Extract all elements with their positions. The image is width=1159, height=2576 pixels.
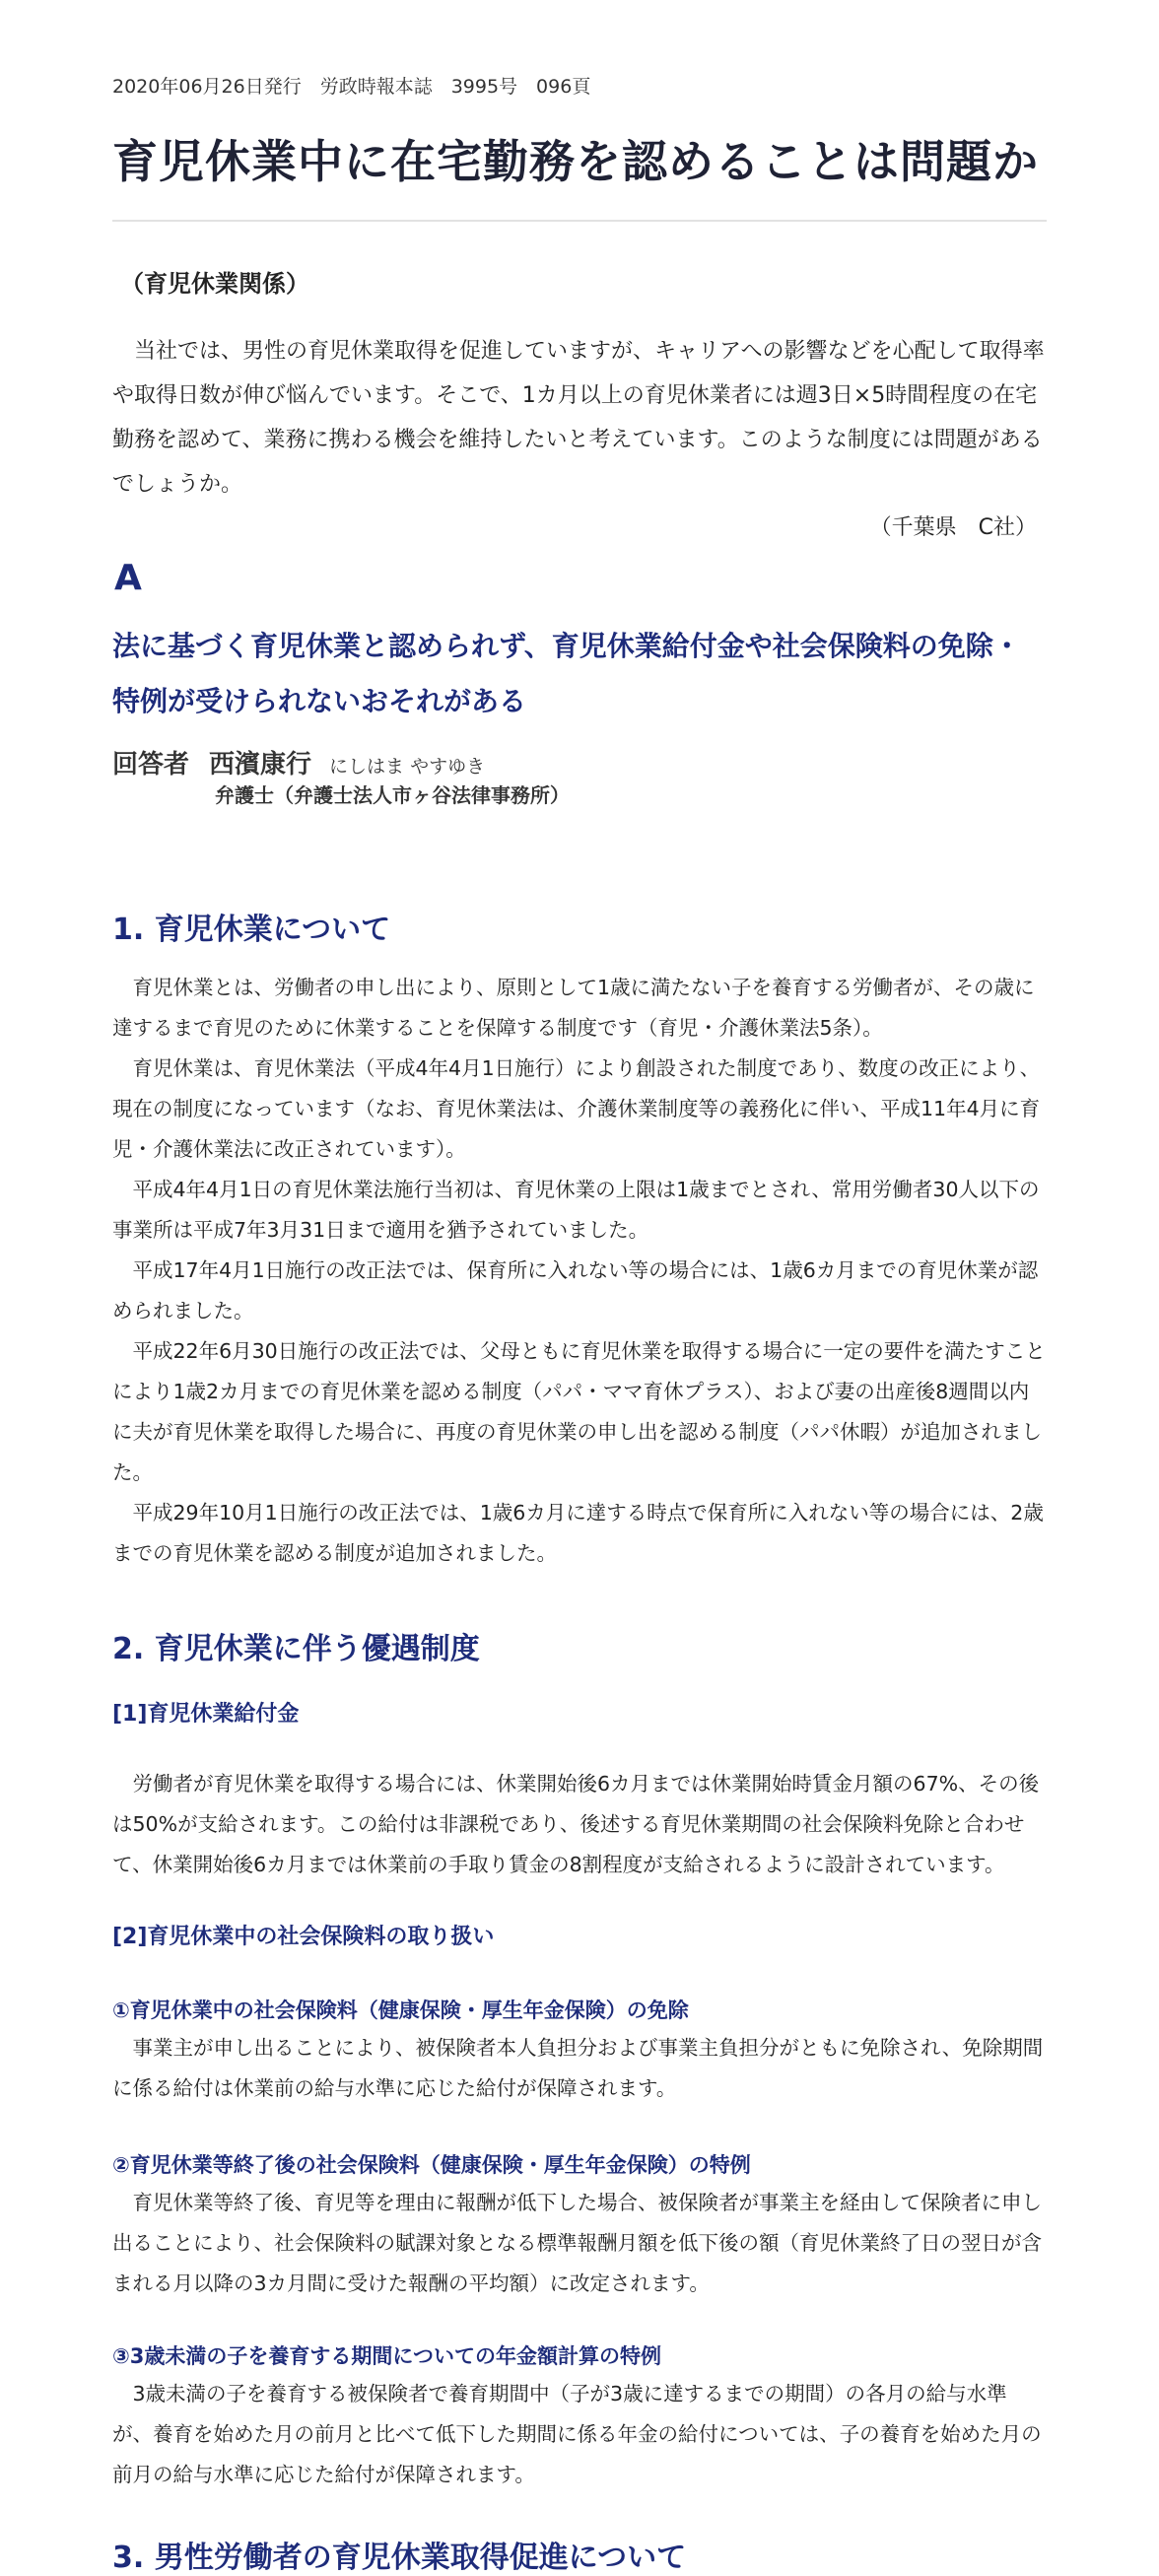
title-divider [112,220,1047,222]
respondent-affiliation: 弁護士（弁護士法人市ヶ谷法律事務所） [215,783,570,807]
section-1-paragraph: 平成22年6月30日施行の改正法では、父母ともに育児休業を取得する場合に一定の要件を満たすことにより1歳2カ月までの育児休業を認める制度（パパ・ママ育休プラス）、および妻の出産後8週間以内に夫が育児休業を取得した場合に、再度の育児休業の申し出を認める制度（パパ休暇）が追加されました。 [112,1339,1046,1484]
subsection-body-childcare-benefit: 労働者が育児休業を取得する場合には、休業開始後6カ月までは休業開始時賃金月額の67%、その後は50%が支給されます。この給付は非課税であり、後述する育児休業期間の社会保険料免除と合わせて、休業開始後6カ月までは休業前の手取り賃金の8割程度が支給されるように設計されています。 [112,1772,1040,1876]
respondent [112,744,485,780]
item-body: 3歳未満の子を養育する被保険者で養育期間中（子が3歳に達するまでの期間）の各月の給与水準が、養育を始めた月の前月と比べて低下した期間に係る年金の給付については、子の養育を始めた月の前月の給与水準に応じた給付が保障されます。 [112,2382,1042,2486]
answer-mark: A [114,558,142,598]
item-heading: ③3歳未満の子を養育する期間についての年金額計算の特例 [112,2344,661,2368]
section-1-paragraph: 平成17年4月1日施行の改正法では、保育所に入れない等の場合には、1歳6カ月までの育児休業が認められました。 [112,1258,1039,1322]
publication-meta: 2020年06月26日発行 労政時報本誌 3995号 096頁 [112,76,591,98]
section-1-paragraph: 平成4年4月1日の育児休業法施行当初は、育児休業の上限は1歳までとされ、常用労働者30人以下の事業所は平成7年3月31日まで適用を猶予されていました。 [112,1178,1040,1242]
question-category: （育児休業関係） [120,270,309,298]
section-2-heading: 2. 育児休業に伴う優遇制度 [112,1632,480,1666]
section-3-heading: 3. 男性労働者の育児休業取得促進について [112,2541,687,2575]
subsection-heading-childcare-benefit: [1]育児休業給付金 [112,1702,300,1727]
item-heading: ②育児休業等終了後の社会保険料（健康保険・厚生年金保険）の特例 [112,2153,751,2177]
section-1-paragraph: 育児休業とは、労働者の申し出により、原則として1歳に満たない子を養育する労働者が、その歳に達するまで育児のために休業することを保障する制度です（育児・介護休業法5条）。 [112,976,1035,1040]
subsection-heading-social-insurance: [2]育児休業中の社会保険料の取り扱い [112,1925,495,1949]
respondent-label: 回答者 [112,750,190,780]
article-title: 育児休業中に在宅勤務を認めることは問題か [112,135,1039,188]
question-body: 当社では、男性の育児休業取得を促進していますが、キャリアへの影響などを心配して取得率や取得日数が伸び悩んでいます。そこで、1カ月以上の育児休業者には週3日×5時間程度の在宅勤務を認めて、業務に携わる機会を維持したいと考えています。このような制度には問題があるでしょうか。 [112,339,1045,497]
item-body: 事業主が申し出ることにより、被保険者本人負担分および事業主負担分がともに免除され、免除期間に係る給付は休業前の給与水準に応じた給付が保障されます。 [112,2036,1044,2100]
section-1-paragraph: 育児休業は、育児休業法（平成4年4月1日施行）により創設された制度であり、数度の改正により、現在の制度になっています（なお、育児休業法は、介護休業制度等の義務化に伴い、平成11年4月に育児・介護休業法に改正されています）。 [112,1056,1041,1161]
section-1-paragraph: 平成29年10月1日施行の改正法では、1歳6カ月に達する時点で保育所に入れない等の場合には、2歳までの育児休業を認める制度が追加されました。 [112,1501,1044,1565]
respondent-name: 西濱康行 [209,750,312,780]
section-1-heading: 1. 育児休業について [112,913,391,947]
question-asker: （千葉県 C社） [869,515,1037,540]
answer-title: 法に基づく育児休業と認められず、育児休業給付金や社会保険料の免除・特例が受けられないおそれがある [112,630,1021,717]
respondent-reading: にしはま やすゆき [329,756,486,778]
item-heading: ①育児休業中の社会保険料（健康保険・厚生年金保険）の免除 [112,1999,689,2022]
item-body: 育児休業等終了後、育児等を理由に報酬が低下した場合、被保険者が事業主を経由して保険者に申し出ることにより、社会保険料の賦課対象となる標準報酬月額を低下後の額（育児休業終了日の翌日が含まれる月以降の3カ月間に受けた報酬の平均額）に改定されます。 [112,2191,1042,2295]
